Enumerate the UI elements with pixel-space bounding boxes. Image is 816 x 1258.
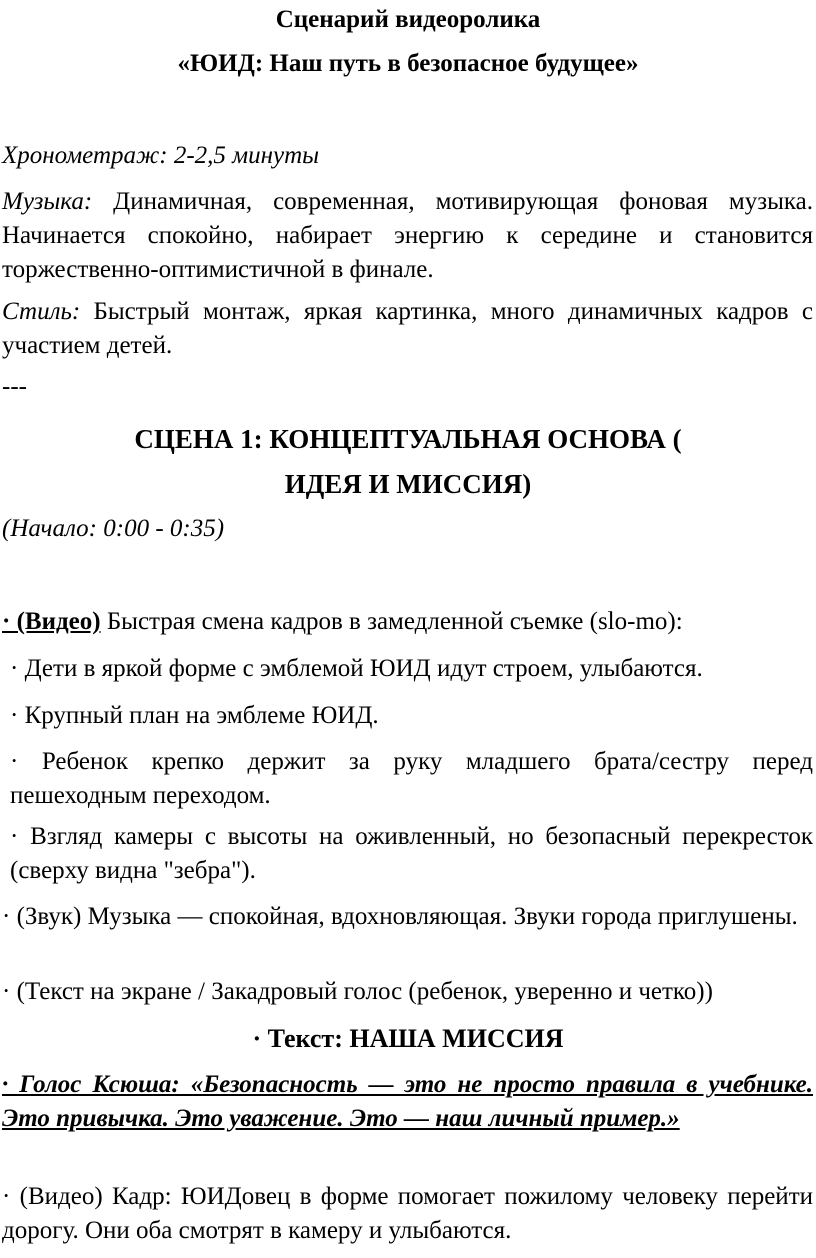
- quote-paragraph: · Голос Ксюша: «Безопасность — это не просто правила в учебнике. Это привычка. Это уважение. Это — наш личный пример.»: [2, 1071, 813, 1132]
- style-text: Быстрый монтаж, яркая картинка, много динамичных кадров с участием детей.: [2, 298, 813, 359]
- scene1-timing: (Начало: 0:00 - 0:35): [2, 515, 225, 542]
- shot-item: · Ребенок крепко держит за руку младшего брата/сестру перед пешеходным переходом.: [10, 748, 813, 809]
- shot-item: · Дети в яркой форме с эмблемой ЮИД идут строем, улыбаются.: [10, 655, 703, 682]
- shot-item: · Крупный план на эмблеме ЮИД.: [10, 702, 379, 729]
- music-label: Музыка:: [2, 188, 93, 215]
- duration-line: [2, 139, 813, 173]
- style-label: Стиль:: [2, 298, 81, 325]
- scene1-heading-line1: СЦЕНА 1: КОНЦЕПТУАЛЬНАЯ ОСНОВА (: [134, 424, 682, 454]
- sound-paragraph: · (Звук) Музыка — спокойная, вдохновляющая. Звуки города приглушены.: [2, 903, 798, 930]
- text-voice-paragraph: · (Текст на экране / Закадровый голос (ребенок, уверенно и четко)): [2, 978, 713, 1005]
- last-video-paragraph: · (Видео) Кадр: ЮИДовец в форме помогает пожилому человеку перейти дорогу. Они оба смотрят в камеру и улыбаются.: [2, 1183, 813, 1244]
- style-paragraph: [2, 295, 813, 363]
- duration-value: 2-2,5 минуты: [167, 142, 320, 169]
- doc-subtitle: «ЮИД: Наш путь в безопасное будущее»: [177, 50, 639, 77]
- music-paragraph: [2, 185, 813, 287]
- music-text: Динамичная, современная, мотивирующая фоновая музыка. Начинается спокойно, набирает энергию к середине и становится торжественно-оптимистичной в финале.: [2, 188, 813, 283]
- scene1-heading-line2: ИДЕЯ И МИССИЯ): [284, 469, 532, 499]
- doc-title: Сценарий видеоролика: [275, 6, 541, 33]
- shot-item: · Взгляд камеры с высоты на оживленный, но безопасный перекресток (сверху видна "зебра").: [10, 823, 813, 884]
- video-text: Быстрая смена кадров в замедленной съемке (slo-mo):: [100, 608, 683, 635]
- duration-label: Хронометраж:: [2, 142, 168, 169]
- video-label: · (Видео): [2, 608, 101, 635]
- separator: ---: [2, 373, 27, 400]
- video-intro: [2, 605, 813, 639]
- mission-heading: · Текст: НАША МИССИЯ: [252, 1024, 564, 1053]
